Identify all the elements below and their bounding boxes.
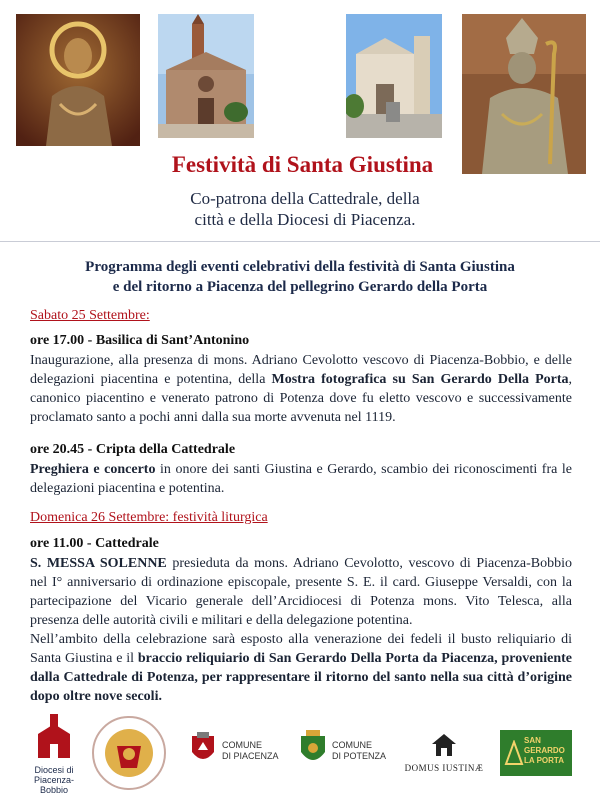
- cathedral-icon: [34, 712, 74, 760]
- san-gerardo-logo: [500, 730, 572, 776]
- san-gerardo-label-2: GERARDO: [524, 746, 565, 755]
- event-heading: ore 11.00 - Cattedrale: [30, 536, 159, 551]
- comune-piacenza-logo: [190, 732, 290, 782]
- anniversary-seal-logo: [90, 714, 168, 792]
- subtitle-line-2: città e della Diocesi di Piacenza.: [194, 210, 416, 229]
- event-text: in onore dei santi Giustina e Gerardo, scambio dei riconoscimenti fra le delegazioni piacentina e potentina.: [30, 462, 572, 496]
- domus-label: DOMUS IUSTINÆ: [404, 763, 484, 773]
- domus-house-icon: [430, 732, 458, 758]
- event-text: Inaugurazione, alla presenza di mons. Adriano Cevolotto vescovo di Piacenza-Bobbio, e delle delegazioni piacentina e potentina, della: [30, 353, 572, 387]
- divider: [0, 241, 600, 242]
- day-label-saturday: Sabato 25 Settembre:: [30, 308, 150, 323]
- comune-potenza-label-2: DI POTENZA: [332, 751, 387, 761]
- diocesi-label-2: Piacenza-Bobbio: [33, 775, 75, 795]
- san-gerardo-label: [524, 736, 565, 766]
- church-square-photo: [346, 14, 442, 138]
- mitre-icon: [504, 740, 524, 766]
- santa-giustina-bust-photo: [16, 14, 140, 146]
- program-heading-line-1: Programma degli eventi celebrativi della festività di Santa Giustina: [85, 259, 515, 275]
- event-text: , canonico piacentino e venerato patrono di Potenza dove fu eletto vescovo e successivamente proclamato santo a pochi anni dalla sua morte avvenuta nel 1119.: [30, 372, 572, 425]
- sponsor-footer: [0, 706, 600, 800]
- event-body: [30, 351, 572, 427]
- event-highlight: braccio reliquiario di San Gerardo Della Porta da Piacenza, proveniente dalla Cattedrale di Potenza, per rappresentare il ritorno del santo nella sua città d’origine dopo oltre nove secoli.: [30, 651, 572, 704]
- page-subtitle: [150, 188, 460, 230]
- event-highlight: Preghiera e concerto: [30, 462, 156, 477]
- day-label-sunday: Domenica 26 Settembre: festività liturgica: [30, 510, 268, 525]
- san-gerardo-label-1: SAN: [524, 736, 541, 745]
- san-gerardo-statue-photo: [462, 14, 586, 174]
- event-heading: ore 20.45 - Cripta della Cattedrale: [30, 442, 236, 457]
- page-title: Festività di Santa Giustina: [171, 152, 434, 177]
- event-highlight: S. MESSA SOLENNE: [30, 556, 167, 571]
- domus-iustinae-logo: [404, 732, 484, 782]
- potenza-crest-icon: [298, 730, 328, 768]
- comune-piacenza-label-2: DI PIACENZA: [222, 751, 279, 761]
- event-body: [30, 460, 572, 498]
- event-body-note: [30, 630, 572, 706]
- subtitle-line-1: Co-patrona della Cattedrale, della: [190, 189, 420, 208]
- event-highlight: Mostra fotografica su San Gerardo Della Porta: [271, 372, 569, 387]
- comune-piacenza-label-1: COMUNE: [222, 740, 262, 750]
- san-gerardo-label-3: LA PORTA: [524, 756, 564, 765]
- program-heading: [20, 257, 580, 297]
- comune-potenza-label-1: COMUNE: [332, 740, 372, 750]
- comune-potenza-label: [332, 740, 386, 762]
- comune-potenza-logo: [298, 732, 398, 782]
- program-heading-line-2: e del ritorno a Piacenza del pellegrino Gerardo della Porta: [112, 279, 488, 295]
- cathedral-photo: [158, 14, 254, 138]
- diocesi-logo: [22, 712, 86, 796]
- diocesi-label-1: Diocesi di: [34, 765, 74, 775]
- comune-piacenza-label: [222, 740, 279, 762]
- piacenza-crest-icon: [190, 732, 216, 766]
- event-heading: ore 17.00 - Basilica di Sant’Antonino: [30, 333, 250, 348]
- event-text: presieduta da mons. Adriano Cevolotto, vescovo di Piacenza-Bobbio nel I° anniversario di ordinazione episcopale, presente S. E. il card. Giuseppe Versaldi, con la partecipazione del Vicario generale dell’Arcidiocesi di Potenza mons. Vito Telesca, alla presenza delle autorità civili e militari e della delegazione potentina.: [30, 556, 572, 628]
- event-body: [30, 554, 572, 630]
- event-text: Nell’ambito della celebrazione sarà esposto alla venerazione dei fedeli il busto reliquiario di Santa Giustina e il: [30, 632, 572, 666]
